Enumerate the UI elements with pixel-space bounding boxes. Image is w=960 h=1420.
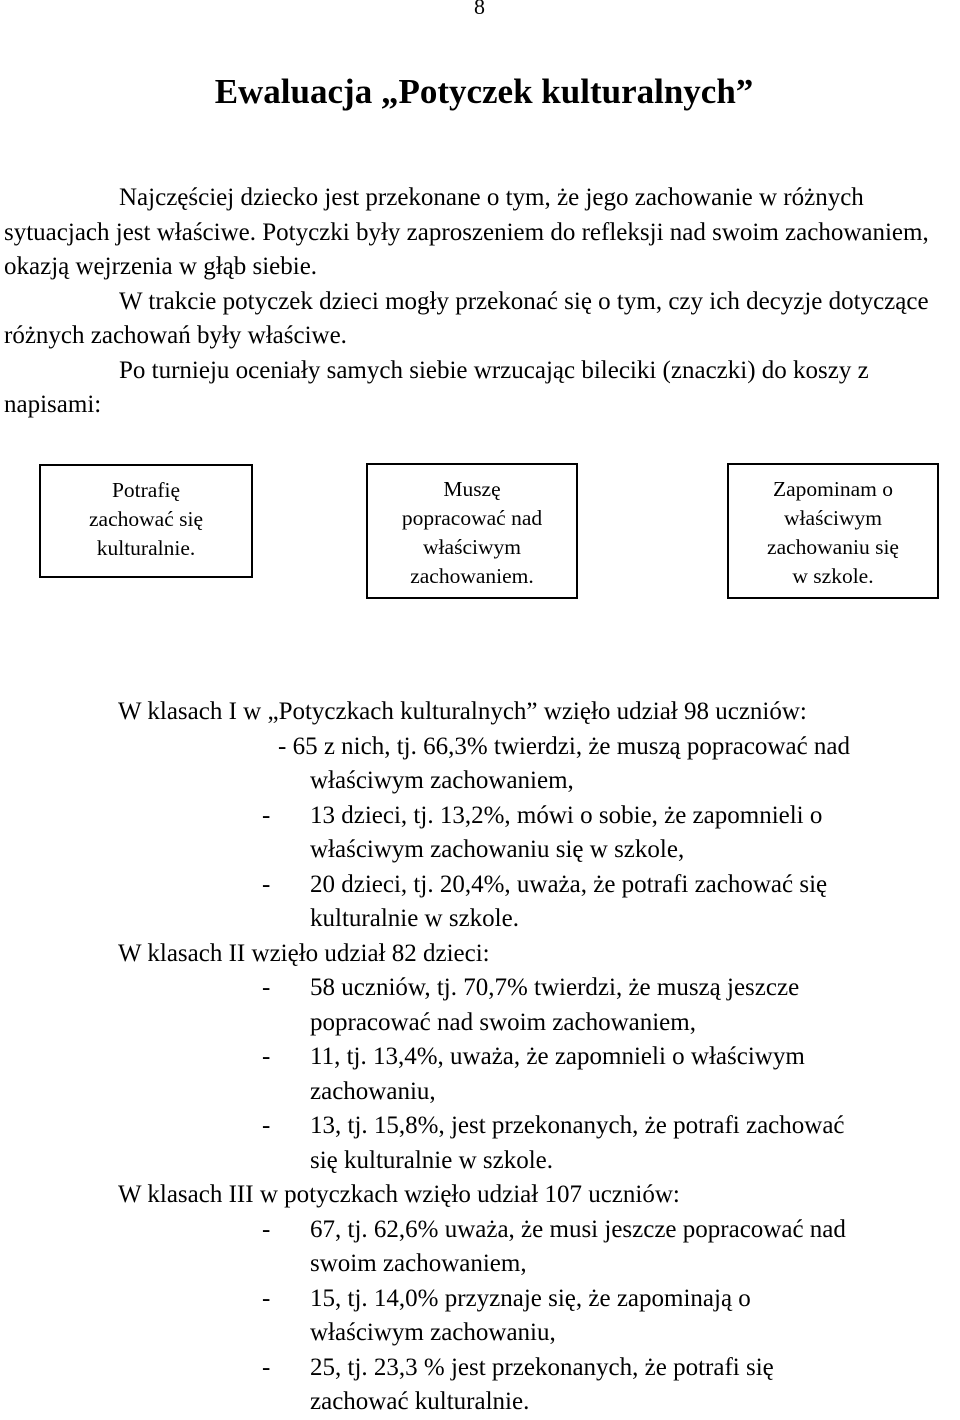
page-title: Ewaluacja „Potyczek kulturalnych” [214,72,754,111]
list-item [0,730,960,799]
list-item [0,1040,960,1109]
item-dash: - [262,1284,271,1312]
box-line: właściwym [784,506,882,530]
box-line: właściwym [423,535,521,559]
basket-label-forget [727,463,939,599]
item-dash: - [262,1215,271,1243]
item-first-line: 13 dzieci, tj. 13,2%, mówi o sobie, że zapomnieli o [310,801,823,829]
class-heading: W klasach III w potyczkach wzięło udział 107 uczniów: [118,1181,680,1208]
item-dash: - [262,974,271,1001]
item-dash: - [262,1353,271,1381]
basket-label-must-improve [366,463,578,599]
box-line: w szkole. [792,564,874,588]
list-item [0,1351,960,1420]
box-line: Muszę [443,477,501,501]
list-item [0,1282,960,1351]
list-item [0,1109,960,1178]
item-first-line: 13, tj. 15,8%, jest przekonanych, że potrafi zachować [310,1112,845,1139]
basket-label-can-behave [39,464,253,578]
class-heading: W klasach I w „Potyczkach kulturalnych” wzięło udział 98 uczniów: [118,698,807,725]
class-heading: W klasach II wzięło udział 82 dzieci: [118,939,490,967]
item-dash: - [262,1112,271,1139]
list-item [0,1213,960,1282]
item-first-line: 15, tj. 14,0% przyznaje się, że zapominają o [310,1284,751,1312]
item-continuation: właściwym zachowaniu, [310,1319,556,1346]
item-dash: - [262,870,271,898]
box-line: zachować się [89,507,203,531]
item-first-line: 11, tj. 13,4%, uważa, że zapomnieli o właściwym [310,1043,805,1070]
list-item [0,868,960,937]
box-line: zachowaniem. [410,564,534,588]
box-line: Potrafię [111,478,181,502]
list-item [0,971,960,1040]
box-line: kulturalnie. [96,536,196,560]
item-dash: - [262,801,271,829]
list-item [0,799,960,868]
intro-paragraph: Najczęściej dziecko jest przekonane o tym, że jego zachowanie w różnych sytuacjach jest właściwe. Potyczki były zaproszeniem do refleksji nad swoim zachowaniem, okazją wejrzenia w głąb siebie. [4,184,929,280]
item-first-line: 67, tj. 62,6% uważa, że musi jeszcze popracować nad [310,1215,846,1243]
item-first-line: 25, tj. 23,3 % jest przekonanych, że potrafi się [310,1353,774,1381]
box-line: Zapominam o [772,477,893,501]
item-continuation: się kulturalnie w szkole. [310,1146,553,1174]
item-dash: - [262,1043,271,1070]
box-line: zachowaniu się [767,535,899,559]
intro-text [4,181,959,423]
item-continuation: zachowaniu, [310,1077,436,1105]
box-line: popracować nad [401,506,543,530]
item-continuation: swoim zachowaniem, [310,1250,527,1277]
intro-paragraph: W trakcie potyczek dzieci mogły przekonać się o tym, czy ich decyzje dotyczące różnych zachowań były właściwe. [4,287,929,349]
results-section [0,695,960,1420]
item-first-line: - 65 z nich, tj. 66,3% twierdzi, że muszą popracować nad [278,732,851,760]
item-continuation: popracować nad swoim zachowaniem, [310,1008,696,1036]
item-continuation: właściwym zachowaniu się w szkole, [310,836,685,863]
item-continuation: kulturalnie w szkole. [310,905,519,932]
item-continuation: właściwym zachowaniem, [310,767,574,794]
page-number: 8 [474,0,485,19]
item-first-line: 20 dzieci, tj. 20,4%, uważa, że potrafi zachować się [310,870,828,898]
intro-paragraph: Po turnieju oceniały samych siebie wrzucając bileciki (znaczki) do koszy z napisami: [4,356,869,418]
item-continuation: zachować kulturalnie. [310,1388,530,1415]
item-first-line: 58 uczniów, tj. 70,7% twierdzi, że muszą jeszcze [310,974,800,1001]
